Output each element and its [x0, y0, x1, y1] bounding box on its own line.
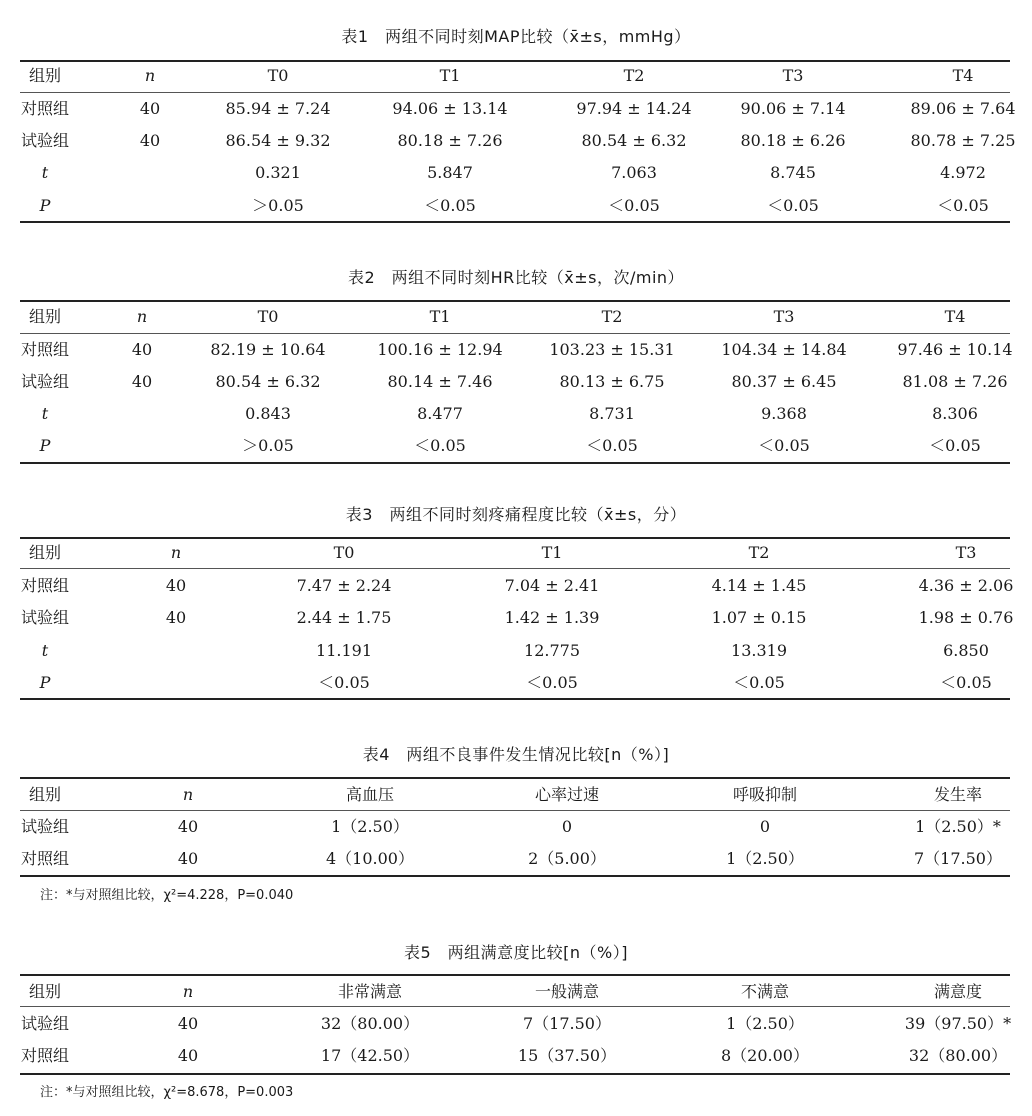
table-cell: 2.44 ± 1.75 [296, 608, 392, 627]
table-cell: 8（20.00） [721, 1046, 809, 1065]
table-cell: 1.98 ± 0.76 [918, 608, 1014, 627]
table-cell: 40 [139, 99, 161, 118]
table-header-cell: T3 [782, 66, 804, 85]
table-cell: 89.06 ± 7.64 [910, 99, 1016, 118]
table-cell: 8.306 [932, 404, 978, 423]
table-cell: 40 [177, 817, 199, 836]
table-title: 表2 两组不同时刻HR比较（x̄±s，次/min） [347, 268, 685, 287]
table-cell: 7.04 ± 2.41 [504, 576, 600, 595]
table-bottom-rule [20, 875, 1010, 877]
table-header-cell: T2 [748, 543, 770, 562]
table-header-cell: T4 [944, 307, 966, 326]
row-label: 对照组 [20, 576, 70, 595]
table-cell: ＜0.05 [526, 673, 578, 692]
row-label: P [39, 196, 51, 215]
table-footnote: 注：*与对照组比较，χ²=8.678，P=0.003 [40, 1085, 294, 1100]
table-cell: 5.847 [427, 163, 473, 182]
table-cell: 1.07 ± 0.15 [711, 608, 807, 627]
table-header-cell: n [170, 543, 182, 562]
table-cell: ＜0.05 [937, 196, 989, 215]
table-cell: 40 [177, 1014, 199, 1033]
table-cell: 1（2.50） [331, 817, 409, 836]
table-cell: 8.477 [417, 404, 463, 423]
table-cell: 7.47 ± 2.24 [296, 576, 392, 595]
table-cell: ＜0.05 [586, 436, 638, 455]
row-label: 试验组 [20, 131, 70, 150]
table-cell: 94.06 ± 13.14 [392, 99, 508, 118]
table-cell: 12.775 [524, 641, 580, 660]
table-header-cell: T4 [952, 66, 974, 85]
table-cell: 13.319 [731, 641, 787, 660]
row-label: 试验组 [20, 372, 70, 391]
table-bottom-rule [20, 698, 1010, 700]
table-cell: 80.14 ± 7.46 [387, 372, 493, 391]
table-bottom-rule [20, 1073, 1010, 1075]
table-cell: 40 [165, 576, 187, 595]
table-header-cell: 心率过速 [534, 785, 600, 804]
table-cell: ＜0.05 [424, 196, 476, 215]
table-cell: 85.94 ± 7.24 [225, 99, 331, 118]
table-header-cell: T0 [267, 66, 289, 85]
table-cell: ＜0.05 [767, 196, 819, 215]
table-cell: 82.19 ± 10.64 [210, 340, 326, 359]
table-cell: 80.13 ± 6.75 [559, 372, 665, 391]
table-cell: 11.191 [316, 641, 372, 660]
table-cell: 104.34 ± 14.84 [721, 340, 847, 359]
table-header-cell: 组别 [28, 543, 62, 562]
table-cell: 0 [561, 817, 573, 836]
table-cell: ＞0.05 [242, 436, 294, 455]
table-cell: 4.972 [940, 163, 986, 182]
table-cell: 97.94 ± 14.24 [576, 99, 692, 118]
table-cell: 1（2.50） [726, 849, 804, 868]
table-cell: 40 [177, 849, 199, 868]
table-header-cell: 呼吸抑制 [732, 785, 798, 804]
table-cell: 0.843 [245, 404, 291, 423]
row-label: 对照组 [20, 99, 70, 118]
table-bottom-rule [20, 221, 1010, 223]
row-label: 对照组 [20, 1046, 70, 1065]
row-label: 试验组 [20, 1014, 70, 1033]
table-header-cell: n [182, 785, 194, 804]
row-label: t [41, 163, 49, 182]
table-cell: 97.46 ± 10.14 [897, 340, 1013, 359]
table-cell: ＞0.05 [252, 196, 304, 215]
table-header-cell: 发生率 [933, 785, 983, 804]
table-cell: 7（17.50） [914, 849, 1002, 868]
table-header-cell: T2 [601, 307, 623, 326]
table-cell: 86.54 ± 9.32 [225, 131, 331, 150]
table-cell: 80.78 ± 7.25 [910, 131, 1016, 150]
table-cell: 80.18 ± 6.26 [740, 131, 846, 150]
table-header-rule [20, 568, 1010, 569]
table-header-cell: T1 [541, 543, 563, 562]
table-cell: 0 [759, 817, 771, 836]
table-header-cell: T0 [333, 543, 355, 562]
row-label: P [39, 673, 51, 692]
table-top-rule [20, 974, 1010, 976]
table-title: 表5 两组满意度比较[n（%）] [403, 943, 628, 962]
table-header-cell: 一般满意 [534, 982, 600, 1001]
table-header-cell: 不满意 [740, 982, 790, 1001]
table-cell: 40 [165, 608, 187, 627]
table-cell: 4（10.00） [326, 849, 414, 868]
row-label: t [41, 404, 49, 423]
table-cell: 90.06 ± 7.14 [740, 99, 846, 118]
table-cell: ＜0.05 [940, 673, 992, 692]
table-cell: 40 [177, 1046, 199, 1065]
table-cell: ＜0.05 [414, 436, 466, 455]
table-cell: 0.321 [255, 163, 301, 182]
table-cell: 15（37.50） [517, 1046, 617, 1065]
table-cell: ＜0.05 [758, 436, 810, 455]
row-label: 试验组 [20, 817, 70, 836]
table-cell: 81.08 ± 7.26 [902, 372, 1008, 391]
table-cell: 40 [139, 131, 161, 150]
table-cell: 80.37 ± 6.45 [731, 372, 837, 391]
table-header-cell: T1 [439, 66, 461, 85]
table-header-cell: T2 [623, 66, 645, 85]
table-top-rule [20, 537, 1010, 539]
row-label: 对照组 [20, 849, 70, 868]
table-cell: 8.731 [589, 404, 635, 423]
table-cell: 2（5.00） [528, 849, 606, 868]
table-header-cell: 组别 [28, 307, 62, 326]
table-header-cell: 满意度 [933, 982, 983, 1001]
table-cell: 7.063 [611, 163, 657, 182]
table-cell: ＜0.05 [608, 196, 660, 215]
table-cell: 4.36 ± 2.06 [918, 576, 1014, 595]
row-label: 试验组 [20, 608, 70, 627]
row-label: P [39, 436, 51, 455]
table-footnote: 注：*与对照组比较，χ²=4.228，P=0.040 [40, 888, 294, 903]
table-cell: 32（80.00） [908, 1046, 1008, 1065]
table-cell: 7（17.50） [523, 1014, 611, 1033]
table-header-cell: n [136, 307, 148, 326]
table-cell: 1（2.50）* [915, 817, 1001, 836]
table-cell: ＜0.05 [733, 673, 785, 692]
table-bottom-rule [20, 462, 1010, 464]
table-header-cell: 组别 [28, 982, 62, 1001]
table-header-rule [20, 333, 1010, 334]
table-cell: 40 [131, 372, 153, 391]
table-header-cell: T1 [429, 307, 451, 326]
table-header-cell: T0 [257, 307, 279, 326]
table-header-cell: 组别 [28, 785, 62, 804]
table-title: 表1 两组不同时刻MAP比较（x̄±s，mmHg） [341, 27, 691, 46]
table-cell: 6.850 [943, 641, 989, 660]
table-cell: 80.18 ± 7.26 [397, 131, 503, 150]
table-cell: 80.54 ± 6.32 [581, 131, 687, 150]
table-header-cell: n [144, 66, 156, 85]
table-cell: 8.745 [770, 163, 816, 182]
table-cell: 103.23 ± 15.31 [549, 340, 675, 359]
table-cell: 17（42.50） [320, 1046, 420, 1065]
table-title: 表4 两组不良事件发生情况比较[n（%）] [362, 745, 670, 764]
table-header-rule [20, 1006, 1010, 1007]
table-cell: 39（97.50）* [904, 1014, 1012, 1033]
table-header-cell: n [182, 982, 194, 1001]
table-cell: 1.42 ± 1.39 [504, 608, 600, 627]
row-label: t [41, 641, 49, 660]
table-header-cell: 组别 [28, 66, 62, 85]
table-cell: 4.14 ± 1.45 [711, 576, 807, 595]
table-title: 表3 两组不同时刻疼痛程度比较（x̄±s，分） [345, 505, 687, 524]
table-top-rule [20, 300, 1010, 302]
table-header-cell: T3 [955, 543, 977, 562]
table-cell: ＜0.05 [318, 673, 370, 692]
table-header-cell: 高血压 [345, 785, 395, 804]
table-cell: 32（80.00） [320, 1014, 420, 1033]
table-header-cell: T3 [773, 307, 795, 326]
table-top-rule [20, 777, 1010, 779]
table-cell: 40 [131, 340, 153, 359]
table-header-rule [20, 810, 1010, 811]
table-header-rule [20, 92, 1010, 93]
table-cell: 100.16 ± 12.94 [377, 340, 503, 359]
table-cell: 9.368 [761, 404, 807, 423]
table-top-rule [20, 60, 1010, 62]
row-label: 对照组 [20, 340, 70, 359]
table-cell: ＜0.05 [929, 436, 981, 455]
table-cell: 80.54 ± 6.32 [215, 372, 321, 391]
table-header-cell: 非常满意 [337, 982, 403, 1001]
table-cell: 1（2.50） [726, 1014, 804, 1033]
